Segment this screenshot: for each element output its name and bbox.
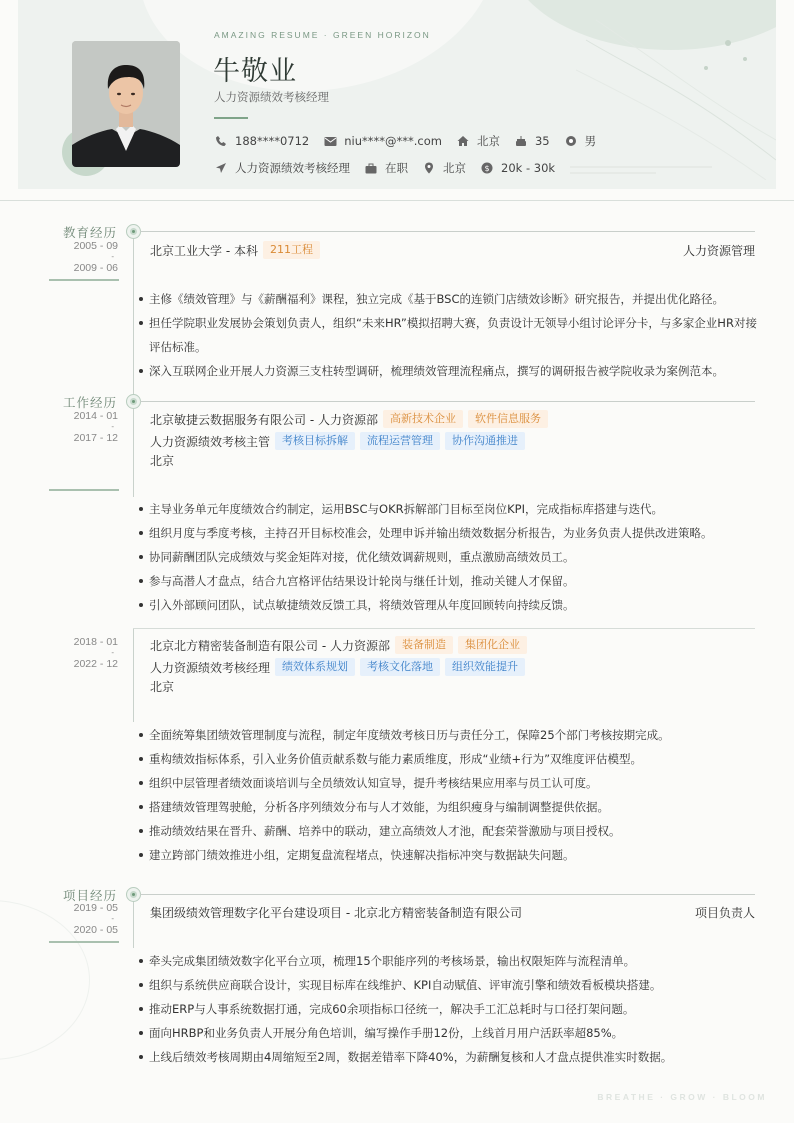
section-underline bbox=[49, 279, 119, 281]
company-tag: 装备制造 bbox=[395, 636, 453, 654]
section-underline bbox=[49, 489, 119, 491]
skill-tag: 考核目标拆解 bbox=[275, 432, 355, 450]
timeline-line bbox=[133, 629, 134, 722]
email-item bbox=[323, 134, 442, 148]
footer-tagline: BREATHE · GROW · BLOOM bbox=[597, 1092, 767, 1102]
list-item: 建立跨部门绩效推进小组，定期复盘流程堵点，快速解决指标冲突与数据缺失问题。 bbox=[138, 843, 758, 867]
education-bullets bbox=[138, 287, 758, 383]
list-item: 重构绩效指标体系，引入业务价值贡献系数与能力素质维度，形成“业绩+行为”双维度评估模型。 bbox=[138, 747, 758, 771]
job-bullets bbox=[138, 497, 758, 617]
list-item: 主修《绩效管理》与《薪酬福利》课程，独立完成《基于BSC的连锁门店绩效诊断》研究报告，并提出优化路径。 bbox=[138, 287, 758, 311]
project-bullets bbox=[138, 949, 758, 1069]
decor-dot bbox=[725, 40, 731, 46]
phone-item bbox=[214, 134, 309, 148]
list-item: 深入互联网企业开展人力资源三支柱转型调研，梳理绩效管理流程痛点，撰写的调研报告被学院收录为案例范本。 bbox=[138, 359, 758, 383]
list-item: 组织中层管理者绩效面谈培训与全员绩效认知宣导，提升考核结果应用率与员工认可度。 bbox=[138, 771, 758, 795]
date-end: 2009 - 06 bbox=[73, 262, 118, 274]
send-icon bbox=[214, 161, 228, 175]
list-item: 搭建绩效管理驾驶舱，分析各序列绩效分布与人才效能，为组织瘦身与编制调整提供依据。 bbox=[138, 795, 758, 819]
job-role: 人力资源绩效考核主管 bbox=[150, 434, 271, 449]
phone-icon bbox=[214, 134, 228, 148]
briefcase-icon bbox=[364, 161, 378, 175]
section-divider bbox=[140, 231, 755, 232]
section-divider bbox=[140, 894, 755, 895]
phone-value: 188****0712 bbox=[235, 134, 310, 148]
list-item: 担任学院职业发展协会策划负责人，组织“未来HR”模拟招聘大赛，负责设计无领导小组讨论评分卡，与多家企业HR对接评估标准。 bbox=[138, 311, 758, 359]
job-bullets bbox=[138, 723, 758, 867]
date-start: 2005 - 09 bbox=[73, 240, 118, 252]
skill-tag: 流程运营管理 bbox=[360, 432, 440, 450]
list-item: 组织与系统供应商联合设计，实现目标库在线维护、KPI自动赋值、评审流引擎和绩效看板模块搭建。 bbox=[138, 973, 758, 997]
list-item: 牵头完成集团绩效数字化平台立项，梳理15个职能序列的考核场景，输出权限矩阵与流程清单。 bbox=[138, 949, 758, 973]
company-name: 北京敏捷云数据服务有限公司 - 人力资源部 bbox=[150, 412, 378, 427]
date-start: 2014 - 01 bbox=[73, 410, 118, 422]
list-item: 主导业务单元年度绩效合约制定，运用BSC与OKR拆解部门目标至岗位KPI，完成指标库搭建与迭代。 bbox=[138, 497, 758, 521]
job-company-row bbox=[150, 636, 527, 654]
date-separator: - bbox=[111, 914, 114, 923]
profile-photo bbox=[72, 41, 180, 167]
target-job-item bbox=[214, 160, 350, 176]
date-separator: - bbox=[111, 252, 114, 261]
job-dates bbox=[0, 636, 118, 670]
project-name: 集团级绩效管理数字化平台建设项目 - 北京北方精密装备制造有限公司 bbox=[150, 906, 522, 920]
section-underline bbox=[49, 941, 119, 943]
section-node bbox=[127, 225, 140, 238]
list-item: 引入外部顾问团队，试点敏捷绩效反馈工具，将绩效管理从年度回顾转向持续反馈。 bbox=[138, 593, 758, 617]
decor-dot bbox=[743, 57, 747, 61]
salary-item bbox=[480, 161, 555, 175]
title-underline bbox=[214, 117, 248, 119]
list-item: 协同薪酬团队完成绩效与奖金矩阵对接，优化绩效调薪规则，重点激励高绩效员工。 bbox=[138, 545, 758, 569]
date-end: 2017 - 12 bbox=[73, 432, 118, 444]
gender-value: 男 bbox=[584, 134, 597, 148]
contact-info-row bbox=[214, 133, 610, 149]
header-wave-lines bbox=[576, 0, 776, 180]
date-end: 2022 - 12 bbox=[73, 658, 118, 670]
list-item: 上线后绩效考核周期由4周缩短至2周，数据差错率下降40%，为薪酬复核和人才盘点提供准实时数据。 bbox=[138, 1045, 758, 1069]
job-role-row bbox=[150, 432, 525, 450]
section-title-education: 教育经历 bbox=[62, 225, 117, 240]
school-tag: 211工程 bbox=[263, 241, 320, 259]
candidate-name: 牛敬业 bbox=[213, 56, 297, 87]
decor-lines bbox=[570, 166, 712, 174]
target-job-value: 人力资源绩效考核经理 bbox=[235, 161, 350, 175]
location-icon bbox=[422, 161, 436, 175]
job-intent-row bbox=[214, 160, 569, 176]
section-title-work: 工作经历 bbox=[62, 395, 117, 410]
project-name-row bbox=[150, 904, 522, 921]
list-item: 参与高潜人才盘点，结合九宫格评估结果设计轮岗与继任计划，推动关键人才保留。 bbox=[138, 569, 758, 593]
timeline-line bbox=[133, 395, 134, 497]
list-item: 推动绩效结果在晋升、薪酬、培养中的联动，建立高绩效人才池，配套荣誉激励与项目授权。 bbox=[138, 819, 758, 843]
list-item: 组织月度与季度考核，主持召开目标校准会，处理申诉并输出绩效数据分析报告，为业务负责人提供改进策略。 bbox=[138, 521, 758, 545]
candidate-subtitle: 人力资源绩效考核经理 bbox=[214, 90, 329, 104]
company-tag: 高新技术企业 bbox=[383, 410, 463, 428]
company-name: 北京北方精密装备制造有限公司 - 人力资源部 bbox=[150, 638, 390, 653]
gender-icon bbox=[564, 134, 578, 148]
header-divider bbox=[0, 200, 794, 201]
skill-tag: 协作沟通推进 bbox=[445, 432, 525, 450]
target-city-value: 北京 bbox=[443, 161, 466, 175]
timeline-line bbox=[133, 893, 134, 948]
decor-dot bbox=[704, 66, 708, 70]
mail-icon bbox=[323, 134, 337, 148]
svg-text:$: $ bbox=[484, 164, 490, 173]
job-company-row bbox=[150, 410, 548, 428]
company-tag: 软件信息服务 bbox=[468, 410, 548, 428]
city-value: 北京 bbox=[476, 134, 500, 148]
age-value: 35 bbox=[534, 134, 550, 148]
skill-tag: 绩效体系规划 bbox=[275, 658, 355, 676]
section-node bbox=[127, 888, 140, 901]
salary-value: 20k - 30k bbox=[501, 161, 556, 175]
date-separator: - bbox=[111, 648, 114, 657]
skill-tag: 组织效能提升 bbox=[445, 658, 525, 676]
section-divider bbox=[140, 401, 755, 402]
home-icon bbox=[456, 134, 470, 148]
job-city: 北京 bbox=[150, 680, 175, 694]
section-title-project: 项目经历 bbox=[62, 888, 117, 903]
project-role: 项目负责人 bbox=[694, 906, 755, 920]
job-role-row bbox=[150, 658, 525, 676]
date-start: 2018 - 01 bbox=[73, 636, 118, 648]
list-item: 全面统筹集团绩效管理制度与流程，制定年度绩效考核日历与责任分工，保障25个部门考核按期完成。 bbox=[138, 723, 758, 747]
list-item: 面向HRBP和业务负责人开展分角色培训，编写操作手册12份，上线首月用户活跃率超85%。 bbox=[138, 1021, 758, 1045]
date-end: 2020 - 05 bbox=[73, 924, 118, 936]
education-major: 人力资源管理 bbox=[682, 244, 755, 258]
entry-divider bbox=[133, 628, 755, 629]
section-node bbox=[127, 395, 140, 408]
money-icon bbox=[480, 161, 494, 175]
status-item bbox=[364, 160, 408, 176]
date-start: 2019 - 05 bbox=[73, 902, 118, 914]
age-item bbox=[514, 134, 550, 148]
resume-eyebrow: AMAZING RESUME · GREEN HORIZON bbox=[214, 30, 431, 40]
list-item: 推动ERP与人事系统数据打通，完成60余项指标口径统一，解决手工汇总耗时与口径打架问题。 bbox=[138, 997, 758, 1021]
skill-tag: 考核文化落地 bbox=[360, 658, 440, 676]
target-city-item bbox=[422, 160, 466, 176]
status-value: 在职 bbox=[385, 161, 408, 175]
school-name: 北京工业大学 - 本科 bbox=[150, 243, 258, 258]
company-tag: 集团化企业 bbox=[458, 636, 527, 654]
city-item bbox=[456, 133, 500, 149]
job-city: 北京 bbox=[150, 454, 175, 468]
gender-item bbox=[564, 133, 597, 149]
education-school-row bbox=[150, 241, 320, 259]
email-value: niu****@***.com bbox=[344, 134, 442, 148]
education-dates bbox=[0, 240, 118, 274]
project-dates bbox=[0, 902, 118, 936]
job-role: 人力资源绩效考核经理 bbox=[150, 660, 271, 675]
cake-icon bbox=[514, 134, 528, 148]
job-dates bbox=[0, 410, 118, 444]
date-separator: - bbox=[111, 422, 114, 431]
